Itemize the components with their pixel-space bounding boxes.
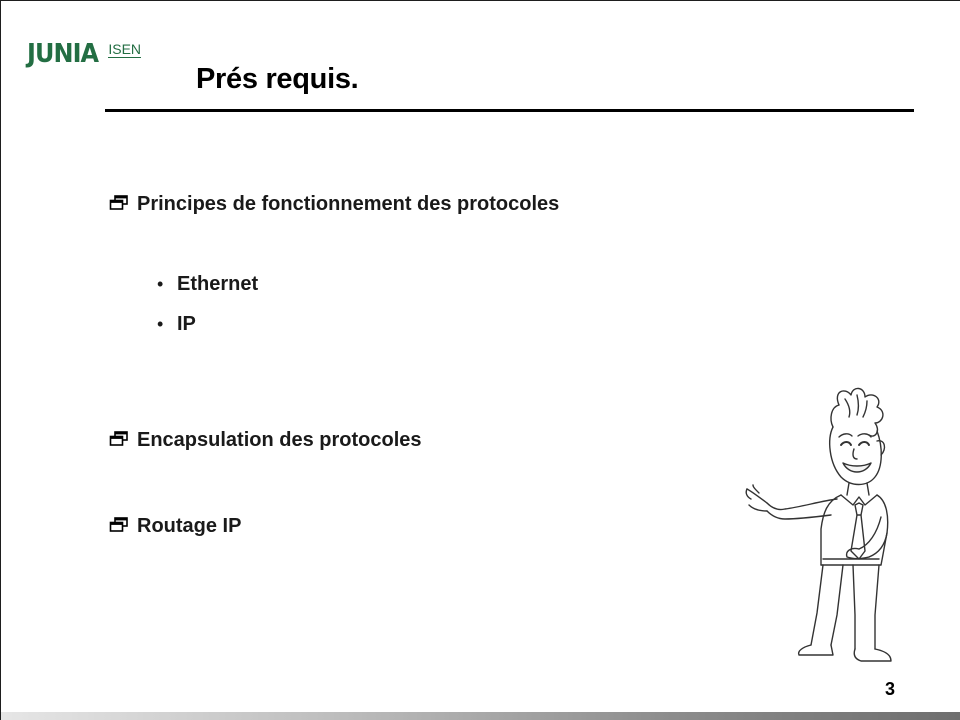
title-underline <box>105 109 914 112</box>
bullet-encapsulation <box>109 429 422 452</box>
bullet-dot-icon: • <box>157 274 164 294</box>
window-icon <box>109 431 129 447</box>
bullet-dot-icon: • <box>157 314 164 334</box>
logo-isen-text: ISEN <box>108 41 142 57</box>
bullet-principes <box>109 193 559 216</box>
subbullet-ethernet <box>157 273 258 296</box>
slide-title: Prés requis. <box>196 63 359 95</box>
window-icon <box>109 517 129 533</box>
bullet-label: Routage IP <box>137 515 242 537</box>
window-icon <box>109 195 129 211</box>
subbullet-label: IP <box>177 313 196 335</box>
logo-junia-text: JUNIA <box>27 39 99 69</box>
bullet-label: Principes de fonctionnement des protocoles <box>137 193 560 215</box>
junia-isen-logo <box>27 39 141 75</box>
footer-gradient-bar <box>1 712 960 720</box>
bullet-routage <box>109 515 241 538</box>
subbullet-ip <box>157 313 196 336</box>
subbullet-label: Ethernet <box>177 273 259 295</box>
bullet-label: Encapsulation des protocoles <box>137 429 422 451</box>
page-number: 3 <box>885 679 896 699</box>
presenter-illustration <box>741 383 901 665</box>
